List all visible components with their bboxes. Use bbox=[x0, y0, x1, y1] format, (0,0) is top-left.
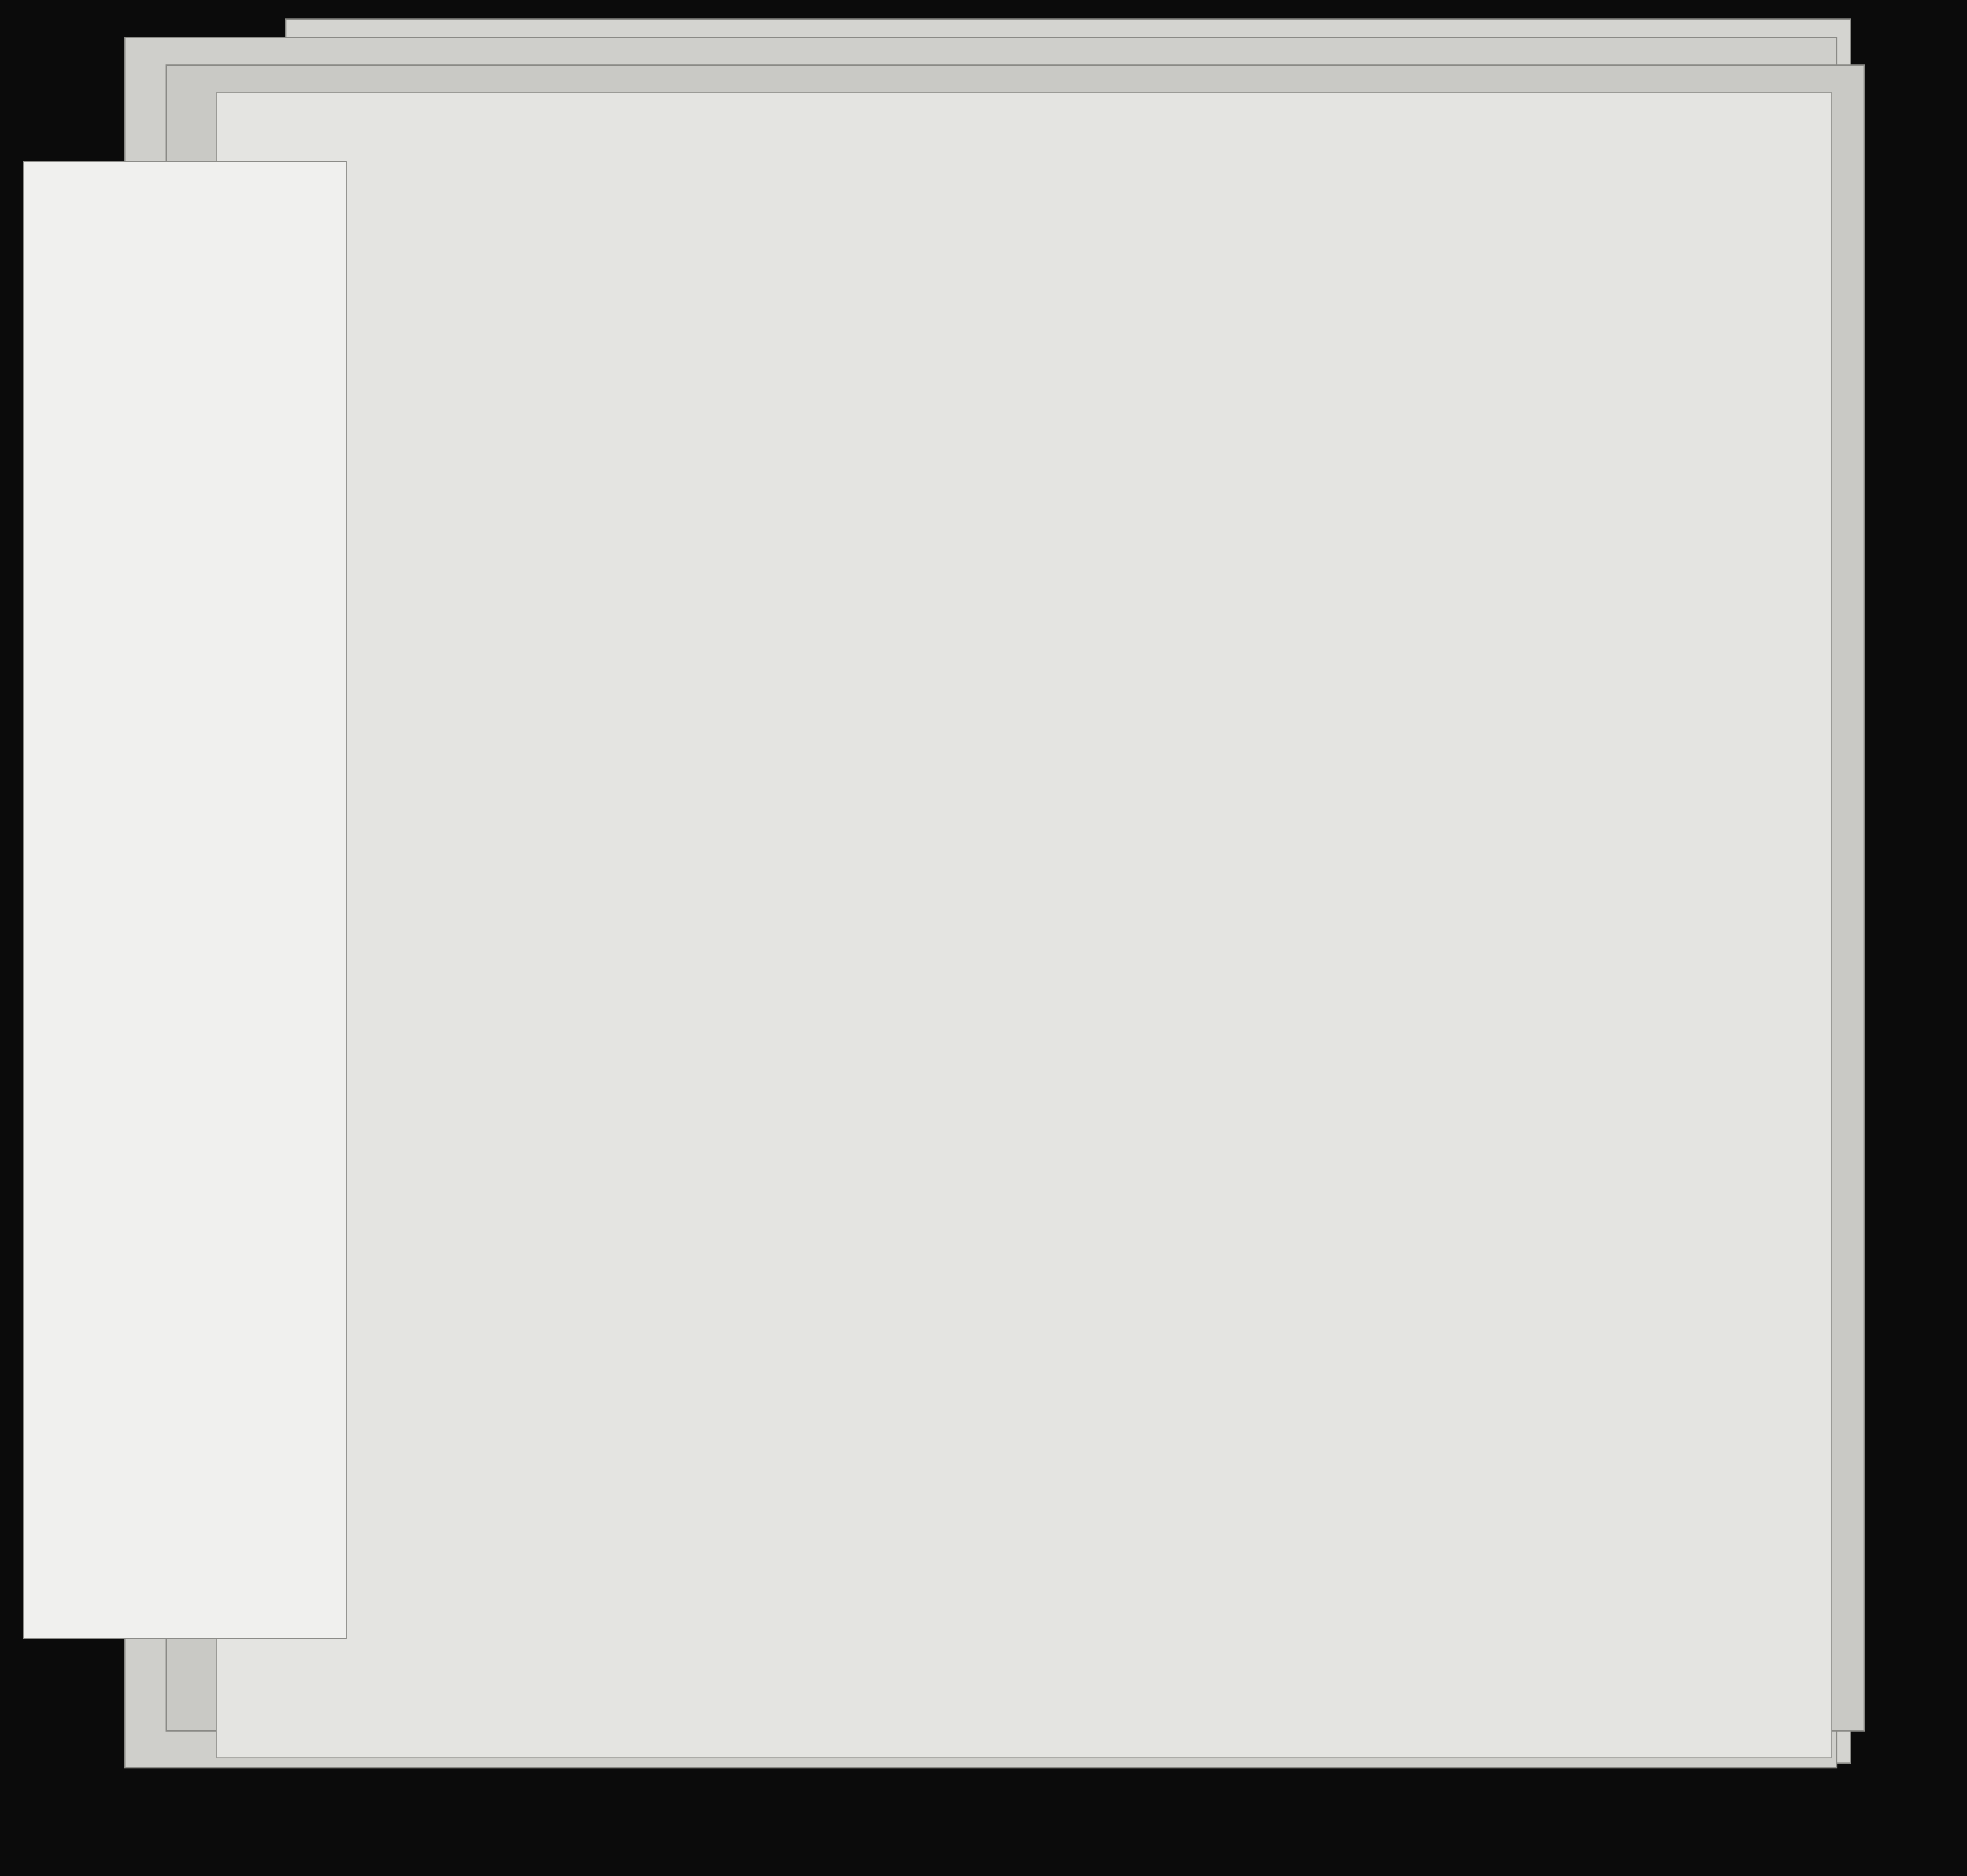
col15-header bbox=[1426, 309, 1541, 316]
col12-header bbox=[1242, 309, 1334, 327]
manifest-sheet bbox=[216, 92, 1832, 1758]
col5-header bbox=[663, 309, 769, 318]
col6-header bbox=[769, 309, 921, 316]
table-grid bbox=[217, 93, 1831, 1757]
slip-grid bbox=[24, 162, 346, 1638]
discharged-seamen-slip bbox=[23, 161, 347, 1639]
col9-header bbox=[1058, 309, 1100, 327]
col10-header bbox=[1100, 309, 1146, 327]
col13-header bbox=[1334, 309, 1380, 327]
col11-header bbox=[1146, 309, 1242, 327]
col14-header bbox=[1380, 309, 1426, 327]
